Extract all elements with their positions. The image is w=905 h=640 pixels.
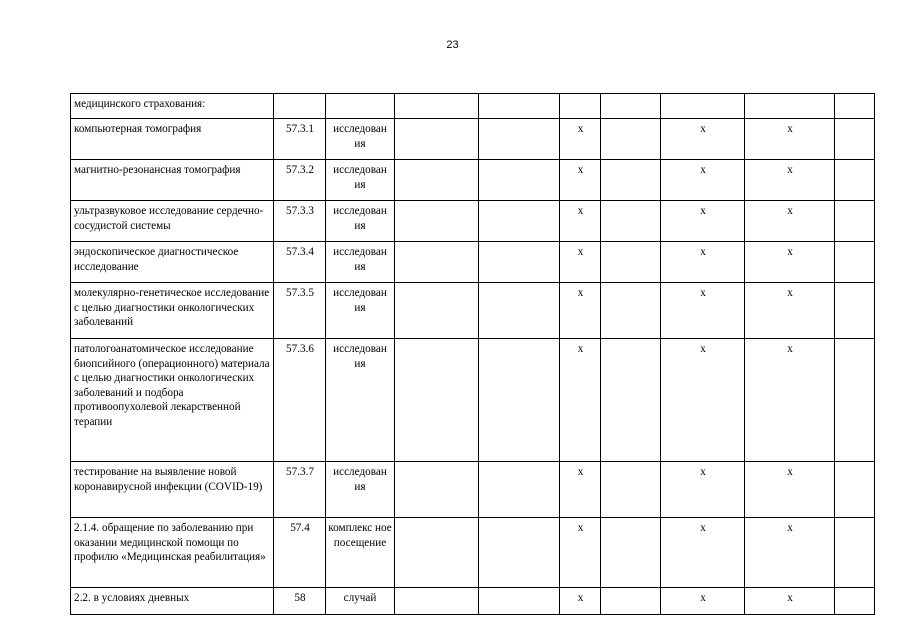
table-cell: х	[661, 339, 745, 462]
table-cell	[835, 462, 875, 518]
table-cell	[601, 283, 661, 339]
table-cell: х	[661, 242, 745, 283]
row-number: 57.3.2	[274, 160, 326, 201]
table-cell	[835, 160, 875, 201]
table-cell	[395, 94, 479, 119]
table-cell	[835, 339, 875, 462]
table-row	[71, 283, 875, 339]
table-cell	[601, 160, 661, 201]
table-cell: х	[661, 462, 745, 518]
table-row	[71, 119, 875, 160]
row-number: 57.4	[274, 518, 326, 588]
row-number: 57.3.4	[274, 242, 326, 283]
table-row	[71, 201, 875, 242]
row-label: магнитно-резонансная томография	[71, 160, 274, 201]
table-cell: х	[661, 588, 745, 615]
table-cell: х	[560, 588, 601, 615]
table-cell	[601, 201, 661, 242]
table-cell: х	[560, 160, 601, 201]
row-number: 57.3.6	[274, 339, 326, 462]
unit-of-measure	[326, 94, 395, 119]
table-cell	[395, 160, 479, 201]
unit-of-measure: исследован ия	[326, 119, 395, 160]
unit-of-measure: комплекс ное посещение	[326, 518, 395, 588]
table-cell: х	[745, 119, 835, 160]
table-cell	[395, 119, 479, 160]
table-cell: х	[745, 339, 835, 462]
table-cell: х	[745, 588, 835, 615]
table-cell: х	[560, 201, 601, 242]
unit-of-measure: исследован ия	[326, 339, 395, 462]
unit-of-measure: исследован ия	[326, 283, 395, 339]
table-cell: х	[745, 518, 835, 588]
table-cell: х	[560, 283, 601, 339]
table-cell	[479, 94, 560, 119]
table-cell	[395, 339, 479, 462]
row-label: молекулярно-генетическое исследование с целью диагностики онкологических заболеваний	[71, 283, 274, 339]
table-cell	[601, 119, 661, 160]
unit-of-measure: исследован ия	[326, 462, 395, 518]
table-cell: х	[560, 339, 601, 462]
table-cell	[479, 588, 560, 615]
table-cell	[835, 201, 875, 242]
table-cell	[601, 588, 661, 615]
table-cell	[661, 94, 745, 119]
table-cell	[835, 283, 875, 339]
table-cell: х	[560, 518, 601, 588]
table-cell: х	[560, 242, 601, 283]
table-cell	[395, 518, 479, 588]
table-cell	[601, 339, 661, 462]
row-label: патологоанатомическое исследование биопсийного (операционного) материала с целью диагностики онкологических заболеваний и подбора противоопухолевой лекарственной терапии	[71, 339, 274, 462]
unit-of-measure: случай	[326, 588, 395, 615]
table-cell	[601, 94, 661, 119]
table-cell	[835, 588, 875, 615]
table-cell	[560, 94, 601, 119]
table-cell	[479, 242, 560, 283]
row-label: тестирование на выявление новой коронавирусной инфекции (COVID-19)	[71, 462, 274, 518]
table-row	[71, 339, 875, 462]
table-cell: х	[745, 201, 835, 242]
data-table	[70, 93, 875, 615]
table-cell: х	[745, 462, 835, 518]
table-cell	[601, 462, 661, 518]
table-cell	[479, 339, 560, 462]
table-cell	[395, 242, 479, 283]
table-cell: х	[661, 283, 745, 339]
table-row	[71, 462, 875, 518]
table-row	[71, 242, 875, 283]
table-cell	[479, 462, 560, 518]
row-label: эндоскопическое диагностическое исследование	[71, 242, 274, 283]
table-cell	[835, 518, 875, 588]
table-cell: х	[661, 119, 745, 160]
table-cell: х	[560, 462, 601, 518]
table-cell: х	[745, 242, 835, 283]
table-cell: х	[745, 160, 835, 201]
table-cell: х	[661, 160, 745, 201]
table-cell	[395, 283, 479, 339]
table-cell	[835, 242, 875, 283]
table-row	[71, 518, 875, 588]
table-cell: х	[661, 201, 745, 242]
row-label: 2.2. в условиях дневных	[71, 588, 274, 615]
row-label: ультразвуковое исследование сердечно-сосудистой системы	[71, 201, 274, 242]
unit-of-measure: исследован ия	[326, 160, 395, 201]
table-cell	[835, 119, 875, 160]
table-cell: х	[745, 283, 835, 339]
table-cell	[601, 242, 661, 283]
row-number: 57.3.1	[274, 119, 326, 160]
table-row	[71, 588, 875, 615]
row-label: 2.1.4. обращение по заболеванию при оказании медицинской помощи по профилю «Медицинская реабилитация»	[71, 518, 274, 588]
table-cell	[395, 588, 479, 615]
row-number: 58	[274, 588, 326, 615]
table-cell	[835, 94, 875, 119]
row-number	[274, 94, 326, 119]
row-number: 57.3.3	[274, 201, 326, 242]
table-cell	[479, 160, 560, 201]
table-cell	[479, 283, 560, 339]
table-row	[71, 94, 875, 119]
row-number: 57.3.5	[274, 283, 326, 339]
table-cell	[395, 201, 479, 242]
row-label: медицинского страхования:	[71, 94, 274, 119]
table-cell	[601, 518, 661, 588]
table-cell: х	[560, 119, 601, 160]
table-cell: х	[661, 518, 745, 588]
unit-of-measure: исследован ия	[326, 201, 395, 242]
unit-of-measure: исследован ия	[326, 242, 395, 283]
table-cell	[479, 201, 560, 242]
page-number: 23	[446, 39, 459, 51]
table-cell	[479, 518, 560, 588]
table-cell	[479, 119, 560, 160]
row-number: 57.3.7	[274, 462, 326, 518]
table-cell	[395, 462, 479, 518]
table-cell	[745, 94, 835, 119]
table-row	[71, 160, 875, 201]
row-label: компьютерная томография	[71, 119, 274, 160]
